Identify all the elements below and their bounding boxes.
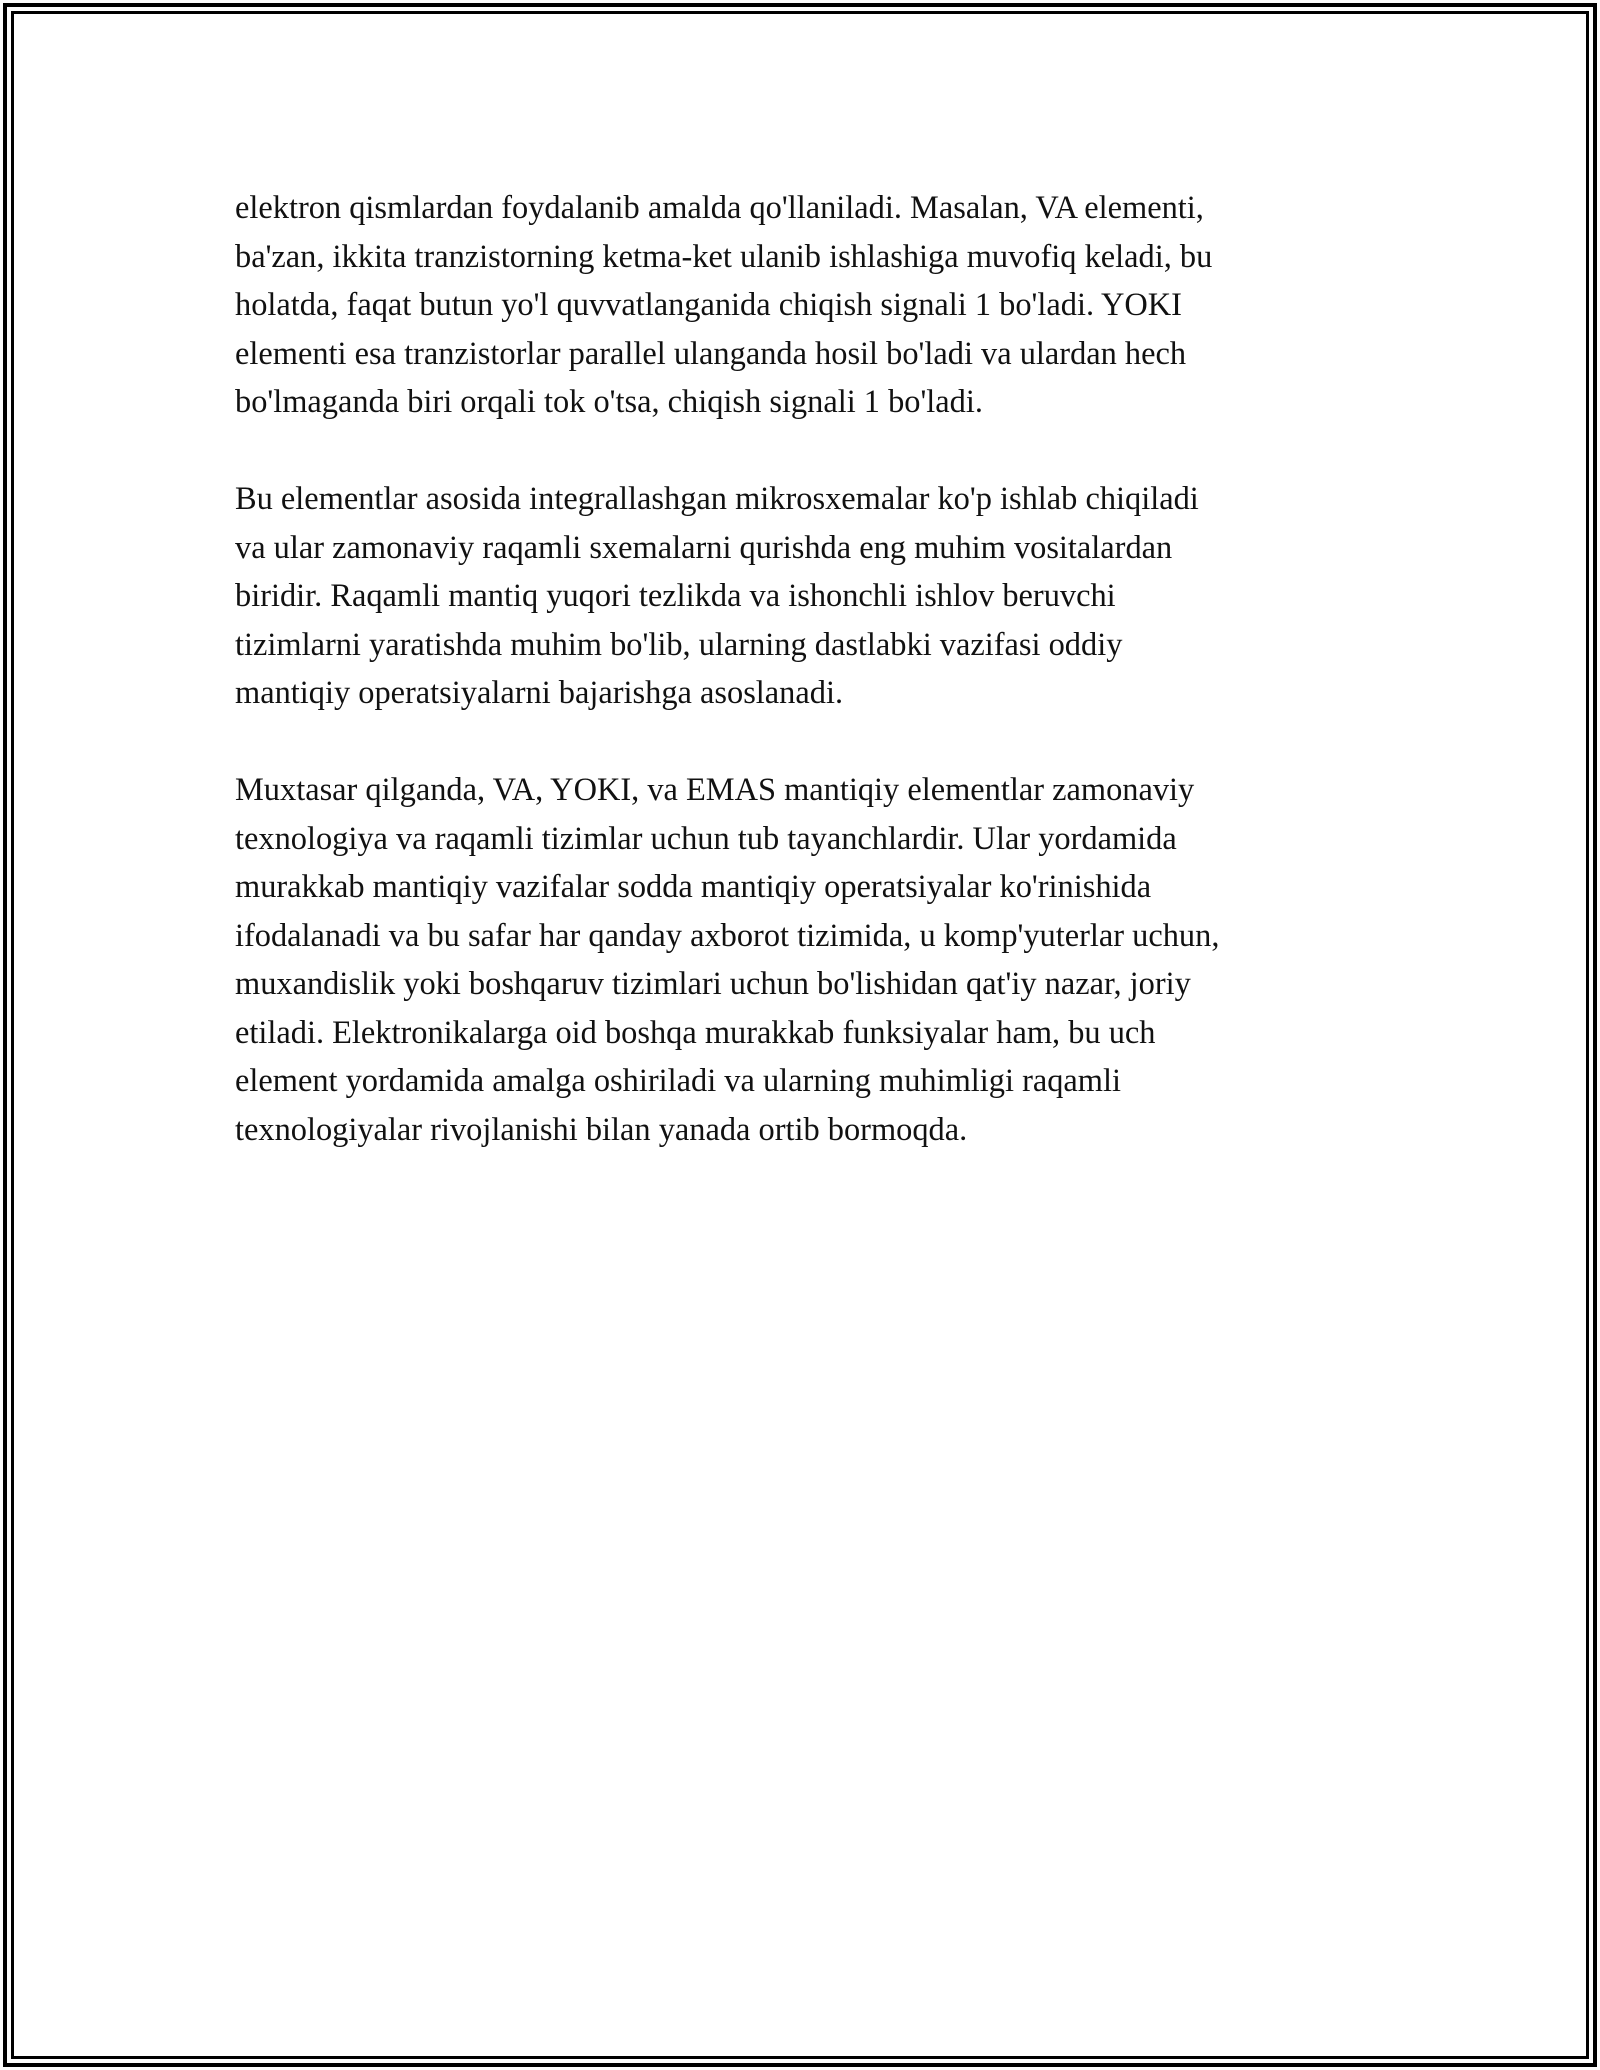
text-line: Muxtasar qilganda, VA, YOKI, va EMAS mantiqiy elementlar zamonaviy bbox=[235, 772, 1195, 808]
document-body bbox=[235, 184, 1365, 1203]
text-line: va ular zamonaviy raqamli sxemalarni qurishda eng muhim vositalardan bbox=[235, 529, 1173, 566]
paragraph-3 bbox=[235, 766, 1365, 1154]
text-line: biridir. Raqamli mantiq yuqori tezlikda va ishonchli ishlov beruvchi bbox=[235, 578, 1116, 614]
paragraph-1 bbox=[235, 184, 1365, 427]
text-line: tizimlarni yaratishda muhim bo'lib, ularning dastlabki vazifasi oddiy bbox=[235, 626, 1123, 663]
text-line: murakkab mantiqiy vazifalar sodda mantiqiy operatsiyalar ko'rinishida bbox=[235, 869, 1152, 905]
text-line: elementi esa tranzistorlar parallel ulanganda hosil bo'ladi va ulardan hech bbox=[235, 335, 1187, 372]
text-line: element yordamida amalga oshiriladi va ularning muhimligi raqamli bbox=[235, 1063, 1121, 1099]
text-line: muxandislik yoki boshqaruv tizimlari uchun bo'lishidan qat'iy nazar, joriy bbox=[235, 966, 1191, 1002]
paragraph-2 bbox=[235, 475, 1365, 718]
text-line: elektron qismlardan foydalanib amalda qo'llaniladi. Masalan, VA elementi, bbox=[235, 190, 1204, 226]
text-line: holatda, faqat butun yo'l quvvatlanganida chiqish signali 1 bo'ladi. YOKI bbox=[235, 287, 1182, 323]
text-line: bo'lmaganda biri orqali tok o'tsa, chiqish signali 1 bo'ladi. bbox=[235, 384, 983, 420]
text-line: mantiqiy operatsiyalarni bajarishga asoslanadi. bbox=[235, 675, 844, 711]
text-line: etiladi. Elektronikalarga oid boshqa murakkab funksiyalar ham, bu uch bbox=[235, 1014, 1156, 1051]
text-line: texnologiyalar rivojlanishi bilan yanada ortib bormoqda. bbox=[235, 1111, 968, 1148]
text-line: texnologiya va raqamli tizimlar uchun tub tayanchlardir. Ular yordamida bbox=[235, 820, 1177, 857]
text-line: ba'zan, ikkita tranzistorning ketma-ket ulanib ishlashiga muvofiq keladi, bu bbox=[235, 238, 1213, 275]
text-line: ifodalanadi va bu safar har qanday axborot tizimida, u komp'yuterlar uchun, bbox=[235, 917, 1220, 954]
text-line: Bu elementlar asosida integrallashgan mikrosxemalar ko'p ishlab chiqiladi bbox=[235, 481, 1199, 517]
